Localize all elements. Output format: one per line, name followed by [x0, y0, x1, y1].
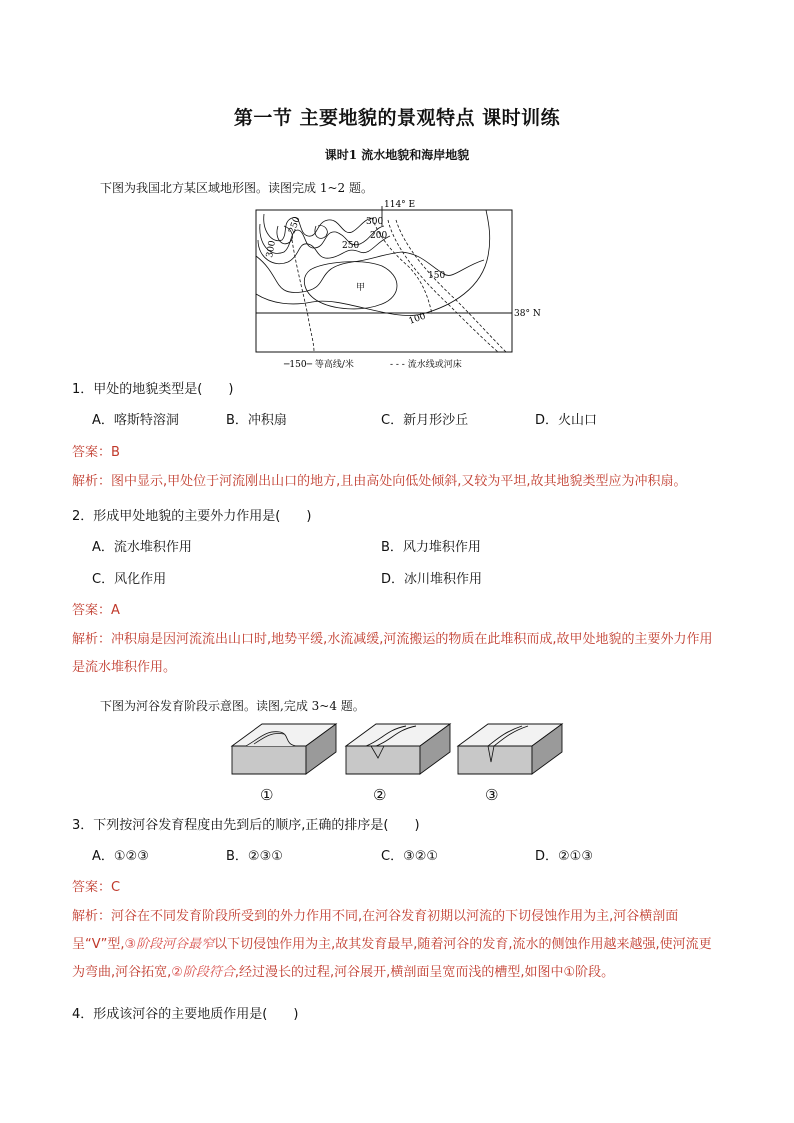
map-contour-label: 250	[287, 215, 303, 236]
q2-answer: 答案：A	[72, 603, 120, 618]
q2-option-c: C．风化作用	[92, 572, 167, 587]
question-3: 3．下列按河谷发育程度由先到后的顺序,正确的排序是( )	[72, 818, 420, 833]
map-contour-label: 150	[428, 271, 446, 281]
q2-option-b: B．风力堆积作用	[381, 540, 481, 555]
map-contour-label: 300	[265, 239, 278, 259]
legend-contour: ─150─ 等高线/米	[284, 360, 354, 370]
map-contour-label: 250	[342, 241, 360, 251]
intro-text-2: 下图为河谷发育阶段示意图。读图,完成 3~4 题。	[100, 699, 365, 713]
page-subtitle: 课时1 流水地貌和海岸地貌	[324, 148, 470, 162]
map-contour-label: 200	[370, 231, 388, 241]
valley-diagram	[226, 716, 566, 786]
contour-line-inner2	[315, 226, 327, 239]
question-1: 1．甲处的地貌类型是( )	[72, 382, 234, 397]
q3-option-c: C．③②①	[381, 849, 439, 864]
q3-option-a: A．①②③	[92, 849, 149, 864]
q1-answer: 答案：B	[72, 445, 120, 460]
q3-answer: 答案：C	[72, 880, 121, 895]
legend-river: - - - 流水线或河床	[390, 360, 462, 370]
q1-option-a: A．喀斯特溶洞	[92, 413, 179, 428]
valley-block-3	[458, 724, 562, 774]
q3-explanation	[72, 903, 722, 987]
q2-option-a: A．流水堆积作用	[92, 540, 192, 555]
valley-label-1: ①	[260, 786, 274, 804]
q1-option-c: C．新月形沙丘	[381, 413, 469, 428]
question-4: 4．形成该河谷的主要地质作用是( )	[72, 1007, 299, 1022]
q2-option-d: D．冰川堆积作用	[381, 572, 483, 587]
map-jia-label: 甲	[356, 283, 366, 293]
q1-option-b: B．冲积扇	[226, 413, 287, 428]
map-contour-label: 300	[366, 217, 384, 227]
q3-exp-part-b: 以下切侵蚀作用为主,故其发育最早,随着河谷的发育,流水的侧蚀作用越来越强,使河流更为弯曲,河谷拓宽,	[72, 937, 712, 980]
contour-line-300a	[264, 214, 374, 241]
valley-block-2	[346, 724, 450, 774]
q1-option-d: D．火山口	[535, 413, 598, 428]
contour-line-150	[256, 252, 484, 293]
intro-text-1: 下图为我国北方某区域地形图。读图完成 1~2 题。	[100, 181, 373, 195]
q3-option-b: B．②③①	[226, 849, 283, 864]
map-lon-label: 114° E	[384, 200, 416, 210]
question-2: 2．形成甲处地貌的主要外力作用是( )	[72, 509, 312, 524]
q3-exp-highlight-1: ③阶段河谷最窄	[124, 937, 215, 952]
map-lat-label: 38° N	[514, 309, 541, 319]
q3-exp-highlight-2: ②阶段符合	[171, 965, 235, 980]
q3-exp-part-a: 解析：河谷在不同发育阶段所受到的外力作用不同,在河谷发育初期以河流的下切侵蚀作用为主,河谷横剖面呈“V”型,	[72, 909, 679, 952]
map-contour-label: 100	[407, 311, 428, 327]
q2-explanation: 解析：冲积扇是因河流流出山口时,地势平缓,水流减缓,河流搬运的物质在此堆积而成,故甲处地貌的主要外力作用是流水堆积作用。	[72, 632, 713, 675]
valley-label-2: ②	[373, 786, 387, 804]
q1-explanation: 解析：图中显示,甲处位于河流刚出山口的地方,且由高处向低处倾斜,又较为平坦,故其地貌类型应为冲积扇。	[72, 474, 687, 489]
q3-option-d: D．②①③	[535, 849, 593, 864]
q3-exp-part-c: ,经过漫长的过程,河谷展开,横剖面呈宽而浅的槽型,如图中①阶段。	[234, 965, 615, 980]
valley-block-1	[232, 724, 336, 774]
valley-label-3: ③	[485, 786, 499, 804]
page-title: 第一节 主要地貌的景观特点 课时训练	[233, 107, 561, 129]
topographic-map	[252, 196, 552, 372]
